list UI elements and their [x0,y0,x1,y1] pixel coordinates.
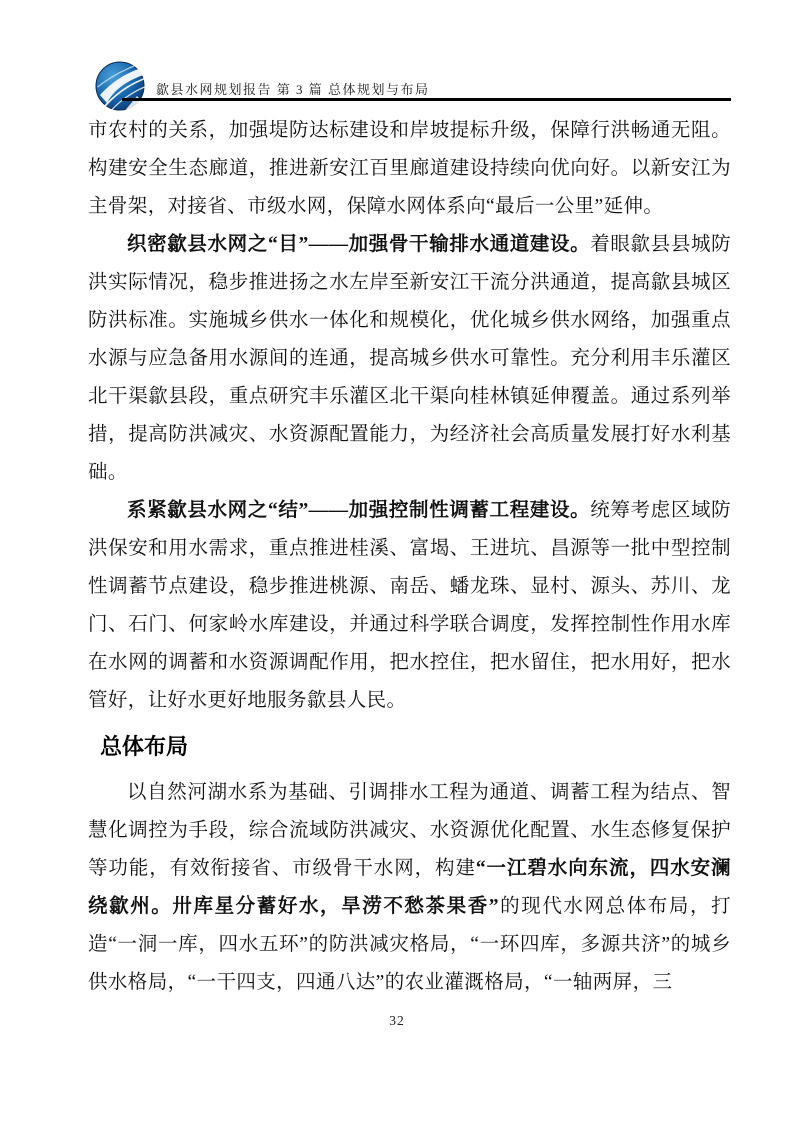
text-run: 统筹考虑区域防洪保安和用水需求，重点推进桂溪、富堨、王进坑、昌源等一批中型控制性调蓄节点建设，稳步推进桃源、南岳、蟠龙珠、显村、源头、苏川、龙门、石门、何家岭水库建设，并通过科学联合调度，发挥控制性作用水库在水网的调蓄和水资源调配作用，把水控住，把水留住，把水用好，把水管好，让好水更好地服务歙县人民。 [88,500,731,711]
text-run: 着眼歙县县城防洪实际情况，稳步推进扬之水左岸至新安江干流分洪通道，提高歙县城区防洪标准。实施城乡供水一体化和规模化，优化城乡供水网络，加强重点水源与应急备用水源间的连通，提高城乡供水可靠性。充分利用丰乐灌区北干渠歙县段，重点研究丰乐灌区北干渠向桂林镇延伸覆盖。通过系列举措，提高防洪减灾、水资源配置能力，为经济社会高质量发展打好水利基础。 [88,234,731,483]
document-body [88,112,731,1002]
header-rule [122,98,731,101]
paragraph [88,226,731,492]
water-network-globe-logo-icon [94,61,146,111]
page-footer [0,1012,794,1030]
page-number: 32 [389,1013,405,1028]
paragraph [88,774,731,1002]
text-run: 以自然河湖水系为基础、引调排水工程为通道、调蓄工程为结点、智慧化调控为手段，综合流域防洪减灾、水资源优化配置、水生态修复保护等功能，有效衔接省、市级骨干水网，构建 [88,782,731,879]
bold-text-run: “一江碧水向东流，四水安澜绕歙州。卅库星分蓄好水，旱涝不愁茶果香” [88,858,731,917]
page-header [0,0,794,112]
header-title: 歙县水网规划报告 第 3 篇 总体规划与布局 [156,82,430,97]
text-run: 的现代水网总体布局，打造“一洞一库，四水五环”的防洪减灾格局，“一环四库，多源共济”的城乡供水格局，“一干四支，四通八达”的农业灌溉格局，“一轴两屏，三 [88,896,731,993]
bold-text-run: 系紧歙县水网之“结”——加强控制性调蓄工程建设。 [127,500,591,521]
bold-text-run: 织密歙县水网之“目”——加强骨干输排水通道建设。 [127,234,591,255]
section-heading: 总体布局 [100,734,189,759]
text-run: 市农村的关系，加强堤防达标建设和岸坡提标升级，保障行洪畅通无阻。构建安全生态廊道，推进新安江百里廊道建设持续向优向好。以新安江为主骨架，对接省、市级水网，保障水网体系向“最后一公里”延伸。 [88,120,731,217]
paragraph [88,492,731,720]
paragraph [88,112,731,226]
